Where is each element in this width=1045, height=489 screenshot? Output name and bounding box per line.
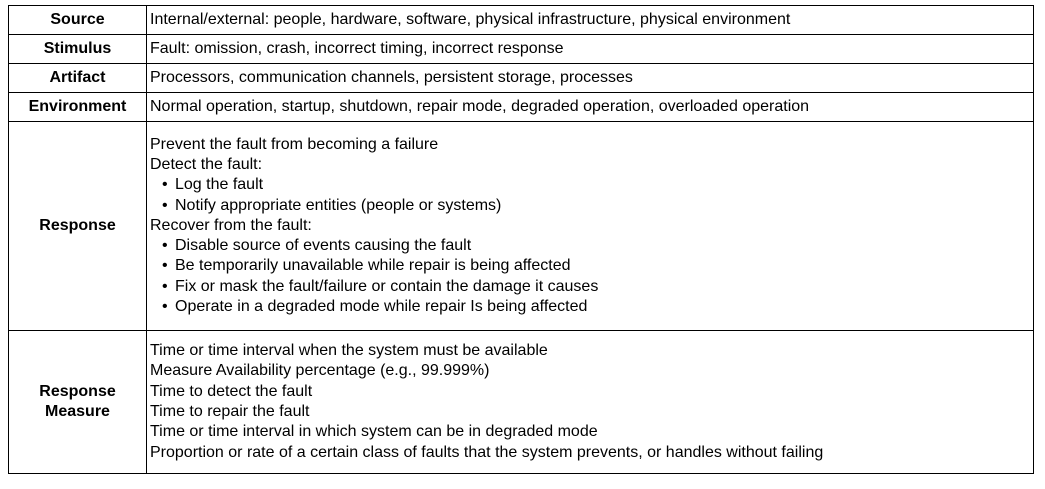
- row-key-response: Response: [9, 122, 147, 331]
- row-value-stimulus: Fault: omission, crash, incorrect timing, incorrect response: [147, 35, 1034, 64]
- bullet-icon: •: [162, 237, 168, 255]
- key-line: Response: [39, 383, 116, 400]
- row-key-response-measure: [9, 331, 147, 474]
- measure-item: Proportion or rate of a certain class of faults that the system prevents, or handles without failing: [150, 443, 824, 461]
- table-row-stimulus: [9, 35, 1034, 64]
- bullet-icon: •: [162, 196, 168, 214]
- row-value-response-measure: [147, 331, 1034, 474]
- bullet-icon: •: [162, 277, 168, 295]
- row-value-response: [147, 122, 1034, 331]
- row-value-source: Internal/external: people, hardware, software, physical infrastructure, physical environment: [147, 6, 1034, 35]
- row-value-artifact: Processors, communication channels, persistent storage, processes: [147, 64, 1034, 93]
- list-item: [150, 196, 1033, 216]
- key-line: Measure: [45, 403, 110, 420]
- response-recover-heading: Recover from the fault:: [150, 216, 312, 234]
- response-detect-heading: Detect the fault:: [150, 155, 263, 173]
- response-prevent: Prevent the fault from becoming a failure: [150, 135, 439, 153]
- measure-item: Time to detect the fault: [150, 382, 313, 400]
- detect-item-text: Log the fault: [175, 176, 264, 194]
- recover-item-text: Be temporarily unavailable while repair is being affected: [175, 257, 571, 275]
- bullet-icon: •: [162, 257, 168, 275]
- bullet-icon: •: [162, 176, 168, 194]
- list-item: [150, 277, 1033, 297]
- recover-item-text: Disable source of events causing the fault: [175, 237, 472, 255]
- table-row-response-measure: [9, 331, 1034, 474]
- detect-item-text: Notify appropriate entities (people or systems): [175, 196, 502, 214]
- measure-item: Time or time interval when the system must be available: [150, 342, 548, 360]
- table-row-environment: [9, 93, 1034, 122]
- table-row-response: [9, 122, 1034, 331]
- table-row-artifact: [9, 64, 1034, 93]
- table-row-source: [9, 6, 1034, 35]
- row-key-source: Source: [9, 6, 147, 35]
- measure-item: Time to repair the fault: [150, 403, 310, 420]
- measure-item: Measure Availability percentage (e.g., 99.999%): [150, 362, 490, 380]
- list-item: [150, 175, 1033, 195]
- row-value-environment: Normal operation, startup, shutdown, repair mode, degraded operation, overloaded operation: [147, 93, 1034, 122]
- bullet-icon: •: [162, 298, 168, 316]
- list-item: [150, 297, 1033, 317]
- measure-item: Time or time interval in which system can be in degraded mode: [150, 423, 598, 441]
- row-key-stimulus: Stimulus: [9, 35, 147, 64]
- row-key-artifact: Artifact: [9, 64, 147, 93]
- list-item: [150, 256, 1033, 276]
- list-item: [150, 236, 1033, 256]
- recover-item-text: Operate in a degraded mode while repair Is being affected: [175, 298, 588, 316]
- recover-item-text: Fix or mask the fault/failure or contain the damage it causes: [175, 277, 599, 295]
- availability-scenario-table: [8, 5, 1034, 474]
- row-key-environment: Environment: [9, 93, 147, 122]
